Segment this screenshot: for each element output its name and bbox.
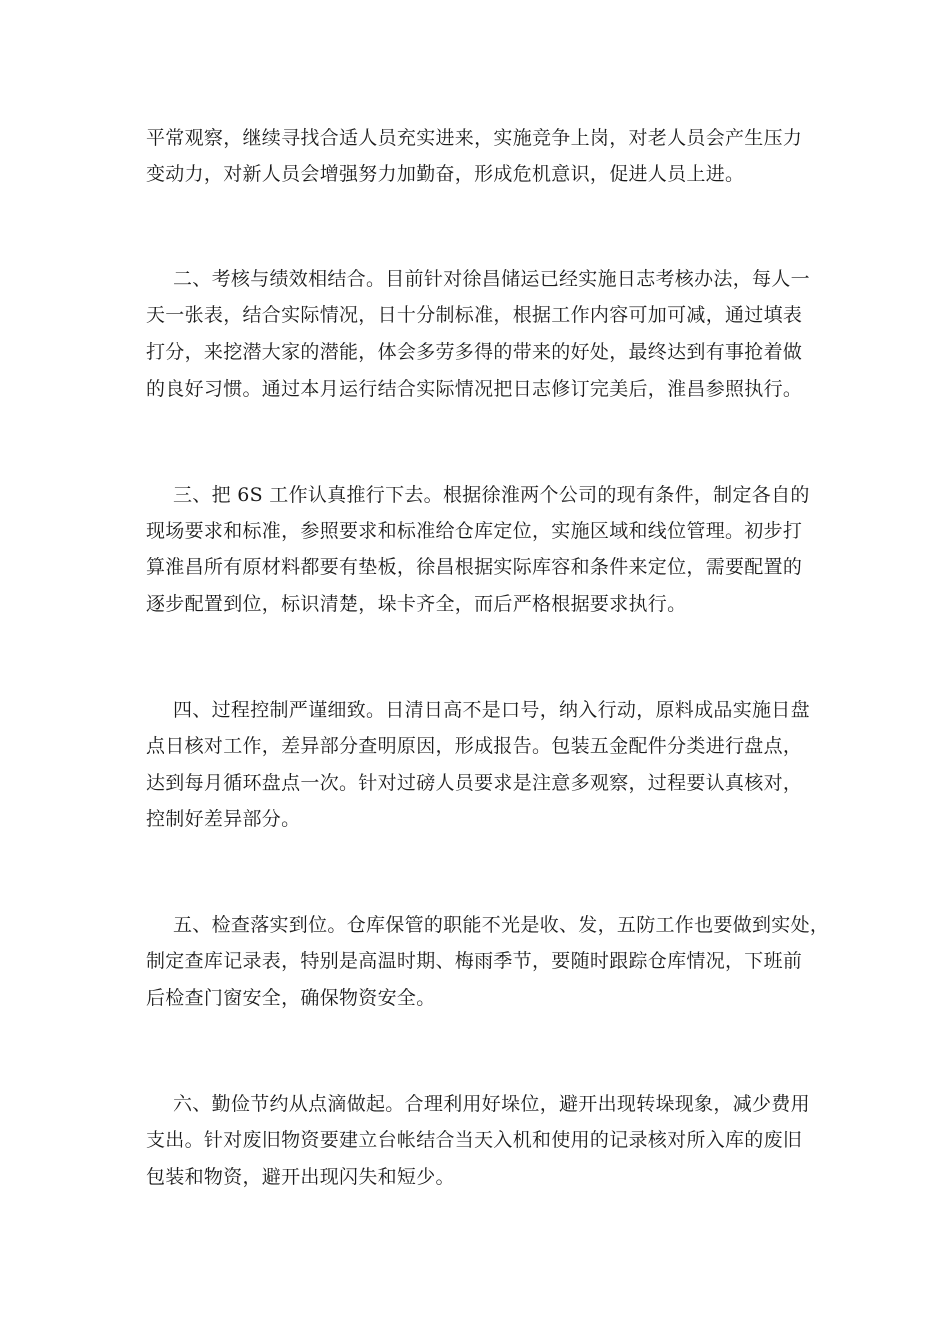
paragraph-3-line-4: 逐步配置到位，标识清楚，垛卡齐全，而后严格根据要求执行。 <box>146 593 687 615</box>
paragraph-3-line-1: 三、把 6S 工作认真推行下去。根据徐淮两个公司的现有条件，制定各自的 <box>173 484 810 506</box>
paragraph-2-line-4: 的良好习惯。通过本月运行结合实际情况把日志修订完美后，淮昌参照执行。 <box>146 378 803 400</box>
paragraph-6-line-1: 六、勤俭节约从点滴做起。合理利用好垛位，避开出现转垛现象，减少费用 <box>173 1093 810 1115</box>
paragraph-4-line-3: 达到每月循环盘点一次。针对过磅人员要求是注意多观察，过程要认真核对， <box>146 772 803 794</box>
paragraph-4-line-2: 点日核对工作，差异部分查明原因，形成报告。包装五金配件分类进行盘点， <box>146 735 803 757</box>
paragraph-3-line-2: 现场要求和标准，参照要求和标准给仓库定位，实施区域和线位管理。初步打 <box>146 520 803 542</box>
paragraph-5-line-1: 五、检查落实到位。仓库保管的职能不光是收、发，五防工作也要做到实处， <box>173 914 830 936</box>
paragraph-5-line-3: 后检查门窗安全，确保物资安全。 <box>146 987 436 1009</box>
paragraph-1-line-1: 平常观察，继续寻找合适人员充实进来，实施竞争上岗，对老人员会产生压力 <box>146 127 803 149</box>
paragraph-2-line-2: 天一张表，结合实际情况，日十分制标准，根据工作内容可加可减，通过填表 <box>146 304 803 326</box>
paragraph-6-line-3: 包装和物资，避开出现闪失和短少。 <box>146 1166 455 1188</box>
paragraph-1-line-2: 变动力，对新人员会增强努力加勤奋，形成危机意识，促进人员上进。 <box>146 163 745 185</box>
paragraph-3-line-3: 算淮昌所有原材料都要有垫板，徐昌根据实际库容和条件来定位，需要配置的 <box>146 556 803 578</box>
paragraph-2-line-1: 二、考核与绩效相结合。目前针对徐昌储运已经实施日志考核办法，每人一 <box>173 268 810 290</box>
paragraph-2-line-3: 打分，来挖潜大家的潜能，体会多劳多得的带来的好处，最终达到有事抢着做 <box>146 341 803 363</box>
paragraph-5-line-2: 制定查库记录表，特别是高温时期、梅雨季节，要随时跟踪仓库情况，下班前 <box>146 950 803 972</box>
paragraph-4-line-4: 控制好差异部分。 <box>146 808 301 830</box>
paragraph-6-line-2: 支出。针对废旧物资要建立台帐结合当天入机和使用的记录核对所入库的废旧 <box>146 1129 803 1151</box>
paragraph-4-line-1: 四、过程控制严谨细致。日清日高不是口号，纳入行动，原料成品实施日盘 <box>173 699 810 721</box>
